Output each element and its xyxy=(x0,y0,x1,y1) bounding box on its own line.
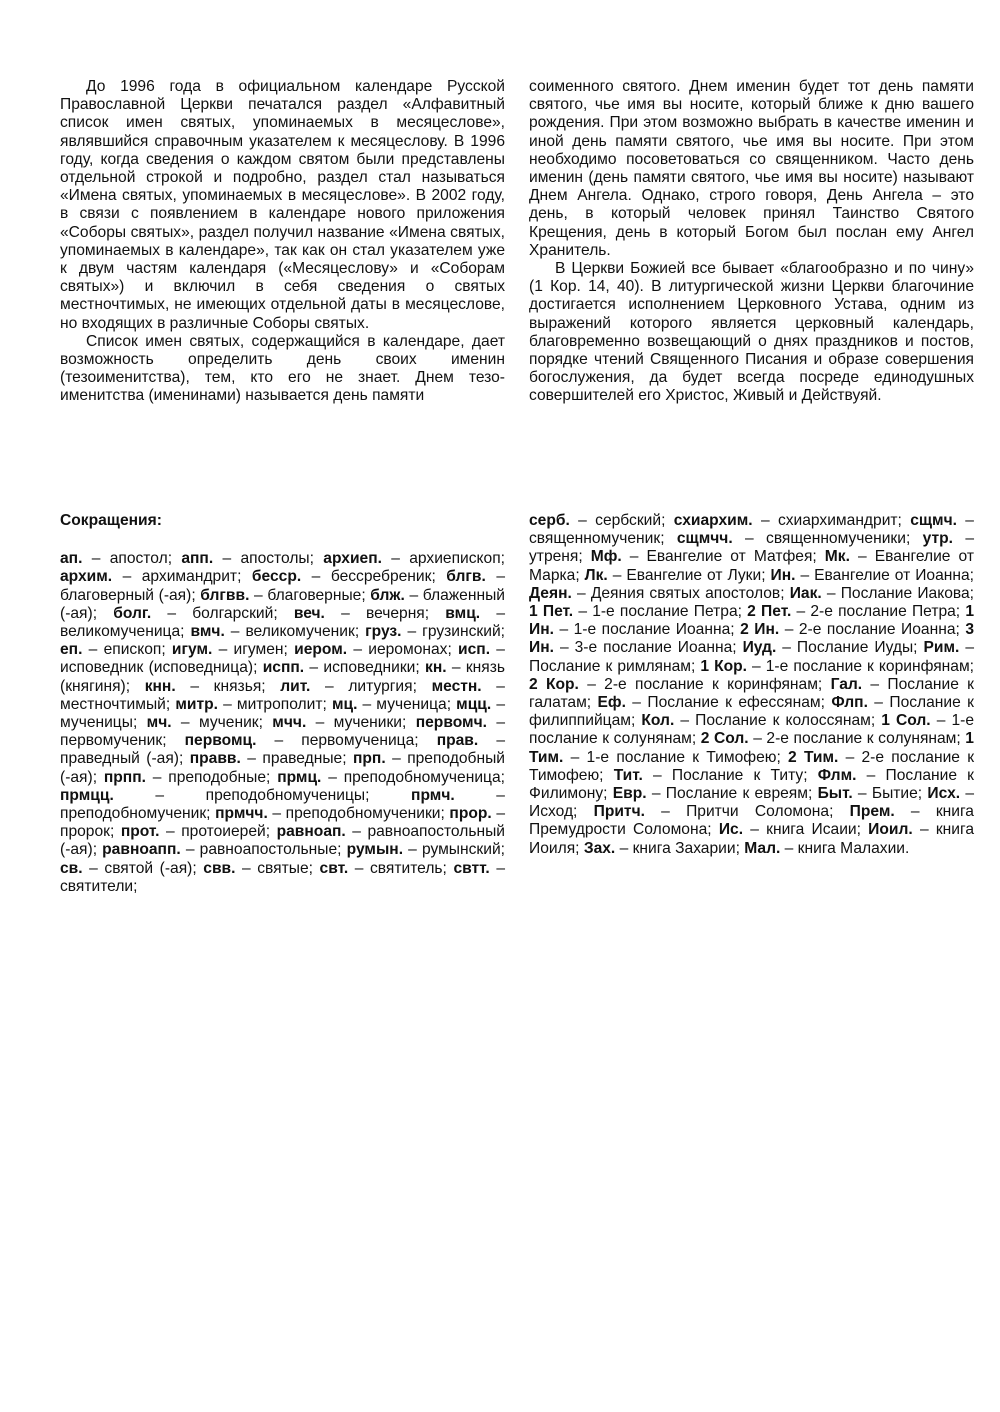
abbreviation-term: Флп. xyxy=(831,694,868,712)
abbreviation-term: свт. xyxy=(319,859,349,877)
abbreviation-term: прмц. xyxy=(277,768,322,786)
abbreviations-left-column xyxy=(60,512,505,896)
abbreviation-meaning: – схиархимандрит; xyxy=(752,512,911,529)
abbreviation-entry xyxy=(294,641,458,658)
intro-paragraph: В Церкви Божией все бывает «благообразно и по чину» (1 Кор. 14, 40). В литургической жизни Церкви благочиние достигается исполнением Церковного Устава, одним из выражений которого является церковный календарь, благовременно возвещающий о днях праздников и постов, порядке чтений Священного Писания и образе совершения богослужения, да будет всегда посреде единодушных совершителей его Христос, Живый и Действуяй. xyxy=(529,260,974,405)
abbreviation-term: Мк. xyxy=(824,548,850,566)
abbreviation-term: мцц. xyxy=(456,695,492,713)
abbreviation-meaning: – исповедник (исповедница); xyxy=(60,641,505,677)
abbreviation-meaning: – книга Захарии; xyxy=(615,839,745,857)
abbreviation-entry xyxy=(60,860,203,877)
abbreviation-term: Иуд. xyxy=(742,639,777,657)
abbreviation-meaning: – Бытие; xyxy=(852,785,928,803)
abbreviation-term: 2 Кор. xyxy=(529,675,579,693)
abbreviation-meaning: – священномученики; xyxy=(732,530,923,548)
abbreviation-term: мчч. xyxy=(272,714,307,732)
abbreviation-entry xyxy=(790,585,974,602)
abbreviation-term: первомц. xyxy=(184,732,257,750)
abbreviation-entry xyxy=(740,621,965,638)
abbreviation-term: Кол. xyxy=(641,712,675,730)
abbreviation-entry xyxy=(60,641,172,658)
abbreviation-meaning: – князья; xyxy=(175,677,281,695)
abbreviation-entry xyxy=(529,585,790,602)
abbreviation-entry xyxy=(591,548,825,565)
abbreviation-meaning: – игумен; xyxy=(212,641,295,659)
abbreviation-meaning: – вечерня; xyxy=(324,604,446,622)
abbreviation-term: 3 Ин. xyxy=(529,621,974,657)
abbreviation-meaning: – 2-е послание Иоанна; xyxy=(779,621,966,639)
abbreviation-entry xyxy=(60,787,411,804)
abbreviation-meaning: – праведный (-ая); xyxy=(60,732,505,768)
abbreviation-meaning: – блаженный (-ая); xyxy=(60,586,505,622)
abbreviation-meaning: – местночтимый; xyxy=(60,677,505,713)
abbreviation-term: кнн. xyxy=(144,677,176,695)
abbreviation-term: Рим. xyxy=(923,639,960,657)
abbreviation-meaning: – 1-е послание к солунянам; xyxy=(529,712,974,748)
abbreviation-entry xyxy=(347,841,505,858)
abbreviation-entry xyxy=(529,512,674,529)
abbreviation-meaning: – великомучeник; xyxy=(224,623,366,641)
abbreviation-term: вмч. xyxy=(190,623,225,641)
abbreviation-term: блгвв. xyxy=(200,586,250,604)
abbreviation-entry xyxy=(323,550,505,567)
abbreviation-meaning: – 1-е послание Петра; xyxy=(573,603,748,621)
abbreviation-term: румын. xyxy=(346,841,404,859)
abbreviation-entry xyxy=(181,550,323,567)
intro-paragraph: До 1996 года в официальном календаре Русской Православной Церкви печатался раздел «Алфавитный список имен святых, упоминаемых в месяцеслове», являвшийся справочным указателем к месяцеслову. В 1996 году, когда сведения о каждом святом были представлены отдельной строкой и подробно, раздел стал называться «Имена святых, упоминаемых в месяцеслове». В 2002 году, в связи с появлением в календаре нового приложения «Соборы святых», раздел получил название «Имена святых, упоминаемых в календаре», так как он стал указателем уже к двум частям календаря («Месяцеслову» и «Соборам святых») и включил в себя сведения о святых местночтимых, не имеющих отдельной даты в месяцеслове, но входящих в различные Соборы святых. xyxy=(60,78,505,332)
abbreviation-meaning: – мученица; xyxy=(357,695,457,713)
abbreviation-term: 1 Тим. xyxy=(529,730,974,766)
abbreviation-meaning: – архиепископ; xyxy=(381,550,505,568)
abbreviation-term: прп. xyxy=(352,750,386,768)
abbreviation-meaning: – протоиерей; xyxy=(159,823,277,841)
abbreviation-term: бесср. xyxy=(251,568,302,586)
abbreviation-meaning: – Послание к ефессянам; xyxy=(625,694,832,712)
abbreviation-meaning: – праведные; xyxy=(240,750,353,768)
abbreviation-term: Зах. xyxy=(583,839,616,857)
abbreviation-term: Евр. xyxy=(612,785,647,803)
abbreviation-entry xyxy=(677,530,923,547)
abbreviation-term: Мф. xyxy=(590,548,622,566)
abbreviation-meaning: – равноапостольный (-ая); xyxy=(60,823,506,859)
abbreviation-term: ап. xyxy=(60,550,83,568)
abbreviation-meaning: – благоверные; xyxy=(249,586,371,604)
abbreviation-term: прмцц. xyxy=(60,786,114,804)
abbreviation-entry xyxy=(145,678,281,695)
abbreviation-meaning: – Евангелие от Матфея; xyxy=(621,548,825,566)
abbreviation-meaning: – утреня; xyxy=(529,530,974,566)
abbreviations-list xyxy=(60,550,505,896)
abbreviation-meaning: – Послание Иуды; xyxy=(776,639,924,657)
abbreviation-entry xyxy=(175,696,332,713)
abbreviations-right-column xyxy=(529,512,974,858)
abbreviation-term: Ис. xyxy=(718,821,744,839)
abbreviation-meaning: – бессребреник; xyxy=(301,568,447,586)
abbreviation-meaning: – Послание к колоссянам; xyxy=(674,712,882,730)
abbreviation-term: груз. xyxy=(365,623,402,641)
abbreviation-entry xyxy=(743,639,924,656)
abbreviation-entry xyxy=(744,840,909,857)
abbreviation-term: исп. xyxy=(458,641,491,659)
abbreviation-term: еп. xyxy=(60,641,83,659)
abbreviation-meaning: – книга Исаии; xyxy=(743,821,869,839)
abbreviation-term: прпп. xyxy=(103,768,146,786)
abbreviation-term: архим. xyxy=(60,568,113,586)
abbreviation-meaning: – Послание к римлянам; xyxy=(529,639,974,675)
abbreviation-meaning: – мученицы; xyxy=(60,695,505,732)
abbreviation-term: лит. xyxy=(280,677,311,695)
abbreviation-meaning: – книга Премудрости Соломона; xyxy=(529,803,974,839)
abbreviation-term: утр. xyxy=(922,530,953,548)
abbreviation-meaning: – мученик; xyxy=(171,714,273,732)
abbreviation-entry xyxy=(613,785,818,802)
abbreviation-term: иером. xyxy=(294,641,348,659)
abbreviation-meaning: – сербский; xyxy=(569,512,674,529)
abbreviation-meaning: – архимандрит; xyxy=(112,568,252,586)
abbreviation-term: 2 Ин. xyxy=(740,621,780,639)
abbreviation-term: веч. xyxy=(293,604,325,622)
abbreviation-meaning: – Деяния святых апостолов; xyxy=(571,584,790,602)
intro-paragraph-continuation: соименного святого. Днем именин будет тот день памяти святого, чье имя вы носите, который ближе к дню вашего рождения. При этом возможно выбрать в качестве именин и иной день памяти святого, чье имя вы носите. При этом необходимо посоветоваться со священником. Часто день именин (день памяти святого, чье имя вы носите) называют Днем Ангела. Однако, строго говоря, День Ангела – это день, в который человек принял Таинство Святого Крещения, день в который Богом был послан ему Ангел Хранитель. xyxy=(529,78,974,259)
abbreviation-term: сщмч. xyxy=(910,512,957,529)
abbreviation-entry xyxy=(641,712,881,729)
abbreviation-entry xyxy=(674,512,910,529)
abbreviation-term: Лк. xyxy=(584,566,608,584)
abbreviation-meaning: – благоверный (-ая); xyxy=(60,568,505,604)
abbreviation-meaning: – святые; xyxy=(235,859,320,877)
abbreviation-meaning: – преподобномученик; xyxy=(60,786,505,823)
abbreviation-entry xyxy=(529,603,747,620)
abbreviation-meaning: – апостолы; xyxy=(213,550,324,568)
abbreviation-term: 1 Ин. xyxy=(529,603,975,639)
abbreviation-entry xyxy=(280,678,431,695)
abbreviation-meaning: – святитель; xyxy=(348,859,454,877)
abbreviation-entry xyxy=(60,550,181,567)
abbreviation-entry xyxy=(771,567,975,584)
abbreviation-term: Тит. xyxy=(613,766,643,784)
abbreviation-entry xyxy=(203,860,319,877)
abbreviation-term: прот. xyxy=(120,823,160,841)
abbreviation-term: свтт. xyxy=(453,859,490,877)
abbreviation-entry xyxy=(104,769,277,786)
abbreviation-meaning: – Евангелие от Иоанна; xyxy=(795,566,975,584)
abbreviation-term: Притч. xyxy=(593,803,645,821)
abbreviation-entry xyxy=(700,658,974,675)
abbreviation-meaning: – первомученица; xyxy=(256,732,437,750)
abbreviation-term: 1 Кор. xyxy=(700,657,747,675)
abbreviation-entry xyxy=(818,785,928,802)
abbreviation-meaning: – Послание к Филимону; xyxy=(529,766,975,803)
abbreviation-term: Флм. xyxy=(817,766,857,784)
abbreviation-entry xyxy=(294,605,445,622)
abbreviation-meaning: – епископ; xyxy=(82,641,172,659)
abbreviation-entry xyxy=(215,805,449,822)
abbreviation-meaning: – Послание к галатам; xyxy=(529,675,974,712)
abbreviation-entry xyxy=(263,659,425,676)
abbreviation-term: болг. xyxy=(113,604,152,622)
abbreviation-meaning: – книга Малахии. xyxy=(780,839,910,857)
abbreviation-meaning: – Послание к Титу; xyxy=(642,766,818,784)
abbreviation-meaning: – Послание Иакова; xyxy=(821,584,974,602)
abbreviation-term: местн. xyxy=(431,677,482,695)
abbreviation-term: схиархим. xyxy=(673,512,753,529)
abbreviation-entry xyxy=(320,860,454,877)
abbreviation-term: 1 Пет. xyxy=(529,603,574,621)
abbreviation-meaning: – литургия; xyxy=(310,677,432,695)
abbreviation-meaning: – румынский; xyxy=(403,841,505,859)
abbreviation-meaning: – 2-е послание к солунянам; xyxy=(748,730,966,748)
abbreviation-meaning: – митрополит; xyxy=(217,695,332,713)
abbreviation-term: митр. xyxy=(175,695,218,713)
abbreviation-meaning: – Евангелие от Луки; xyxy=(607,566,771,584)
abbreviation-entry xyxy=(172,641,294,658)
abbreviation-term: испп. xyxy=(262,659,305,677)
abbreviation-meaning: – 2-е послание к коринфянам; xyxy=(578,675,831,693)
abbreviation-term: прор. xyxy=(449,805,492,823)
abbreviation-term: равноап. xyxy=(276,823,346,841)
abbreviation-entry xyxy=(365,623,505,640)
abbreviation-term: серб. xyxy=(529,512,570,529)
abbreviation-term: первомч. xyxy=(415,714,487,732)
abbreviation-term: свв. xyxy=(203,859,236,877)
abbreviation-meaning: – болгарский; xyxy=(151,604,294,622)
abbreviation-meaning: – священномученик; xyxy=(529,512,974,548)
abbreviation-meaning: – исповедники; xyxy=(304,659,426,677)
abbreviation-term: Деян. xyxy=(529,584,572,602)
abbreviation-entry xyxy=(594,803,850,820)
abbreviation-term: архиеп. xyxy=(323,550,382,568)
abbreviation-term: Иак. xyxy=(789,584,822,602)
abbreviation-term: блгв. xyxy=(446,568,486,586)
abbreviation-entry xyxy=(60,568,252,585)
abbreviation-meaning: – иеромонах; xyxy=(347,641,459,659)
abbreviation-meaning: – мученики; xyxy=(306,714,416,732)
abbreviation-meaning: – преподобные; xyxy=(145,768,278,786)
abbreviation-term: св. xyxy=(60,859,83,877)
intro-left-column xyxy=(60,78,505,406)
abbreviation-meaning: – книга Иоиля; xyxy=(529,821,974,857)
abbreviation-meaning: – первомученик; xyxy=(60,714,505,750)
intro-right-column xyxy=(529,78,974,406)
abbreviation-entry xyxy=(701,730,966,747)
abbreviation-meaning: – 2-е послание к Тимофею; xyxy=(529,748,975,784)
abbreviation-meaning: – великомученица; xyxy=(60,604,505,641)
abbreviation-meaning: – преподобномученики; xyxy=(267,805,450,823)
abbreviation-meaning: – апостол; xyxy=(82,550,182,568)
abbreviation-meaning: – 2-е послание Петра; xyxy=(791,603,966,621)
abbreviation-meaning: – 1-е послание к Тимофею; xyxy=(563,748,789,766)
abbreviation-entry xyxy=(190,623,365,640)
abbreviation-entry xyxy=(200,587,370,604)
abbreviation-term: апп. xyxy=(181,550,214,568)
abbreviation-term: блж. xyxy=(370,586,405,604)
abbreviation-term: прав. xyxy=(436,732,479,750)
abbreviation-entry xyxy=(584,840,744,857)
abbreviations-heading: Сокращения: xyxy=(60,512,162,529)
abbreviation-term: мч. xyxy=(146,714,172,732)
abbreviation-term: правв. xyxy=(189,750,241,768)
abbreviation-term: сщмчч. xyxy=(676,530,733,548)
abbreviation-entry xyxy=(529,676,831,693)
abbreviation-entry xyxy=(614,767,818,784)
abbreviation-term: мц. xyxy=(331,695,358,713)
abbreviation-entry xyxy=(747,603,965,620)
abbreviation-meaning: – Исход; xyxy=(529,785,974,821)
abbreviation-term: игум. xyxy=(171,641,213,659)
abbreviation-term: 2 Пет. xyxy=(747,603,792,621)
abbreviation-term: Исх. xyxy=(927,785,961,803)
abbreviation-term: Быт. xyxy=(817,785,853,803)
abbreviation-term: Еф. xyxy=(597,694,626,712)
abbreviations-list xyxy=(529,512,974,858)
abbreviation-term: Гал. xyxy=(830,675,863,693)
abbreviation-term: 1 Сол. xyxy=(881,712,931,730)
abbreviation-entry xyxy=(147,714,273,731)
abbreviation-meaning: – грузинский; xyxy=(401,623,505,641)
abbreviation-entry xyxy=(121,823,277,840)
abbreviation-meaning: – 3-е послание Иоанна; xyxy=(553,639,743,657)
abbreviation-meaning: – 1-е послание Иоанна; xyxy=(553,621,741,639)
abbreviation-meaning: – пророк; xyxy=(60,805,505,841)
abbreviation-term: кн. xyxy=(425,659,447,677)
abbreviation-meaning: – Послание к евреям; xyxy=(646,785,818,803)
abbreviation-entry xyxy=(272,714,415,731)
abbreviation-meaning: – преподобномученицы; xyxy=(113,786,412,804)
abbreviation-term: прмчч. xyxy=(215,805,268,823)
abbreviation-entry xyxy=(332,696,456,713)
intro-paragraph: Список имен святых, содержащийся в календаре, дает возможность определить день своих именин (тезоименитства), тем, кто его не знает. Днем тезоименитства (именинами) называется день памяти xyxy=(60,332,505,405)
abbreviation-term: Ин. xyxy=(770,566,796,584)
abbreviation-term: прмч. xyxy=(411,786,455,804)
abbreviation-entry xyxy=(102,841,346,858)
abbreviation-entry xyxy=(190,750,353,767)
abbreviation-entry xyxy=(719,821,868,838)
abbreviation-meaning: – Притчи Соломона; xyxy=(644,803,850,821)
abbreviation-entry xyxy=(252,568,446,585)
abbreviation-meaning: – Евангелие от Марка; xyxy=(529,548,975,584)
abbreviation-term: вмц. xyxy=(445,604,481,622)
abbreviation-meaning: – Послание к филиппийцам; xyxy=(529,694,975,730)
abbreviation-entry xyxy=(585,567,771,584)
abbreviation-meaning: – 1-е послание к коринфянам; xyxy=(747,657,975,675)
abbreviation-entry xyxy=(113,605,294,622)
abbreviation-entry xyxy=(598,694,832,711)
abbreviation-term: Иоил. xyxy=(868,821,913,839)
abbreviation-term: равноапп. xyxy=(102,841,181,859)
abbreviation-meaning: – преподобный (-ая); xyxy=(60,750,505,786)
abbreviation-meaning: – святители; xyxy=(60,859,505,895)
abbreviation-meaning: – равноапостольные; xyxy=(180,841,347,859)
abbreviation-term: 2 Сол. xyxy=(700,730,749,748)
abbreviation-meaning: – святой (-ая); xyxy=(82,859,204,877)
abbreviation-term: 2 Тим. xyxy=(788,748,839,766)
abbreviation-entry xyxy=(277,769,505,786)
abbreviation-entry xyxy=(185,732,437,749)
abbreviation-meaning: – князь (княгиня); xyxy=(60,659,505,695)
abbreviation-term: Мал. xyxy=(744,839,781,857)
abbreviation-meaning: – преподобномученица; xyxy=(321,768,505,786)
abbreviation-term: Прем. xyxy=(849,803,895,821)
